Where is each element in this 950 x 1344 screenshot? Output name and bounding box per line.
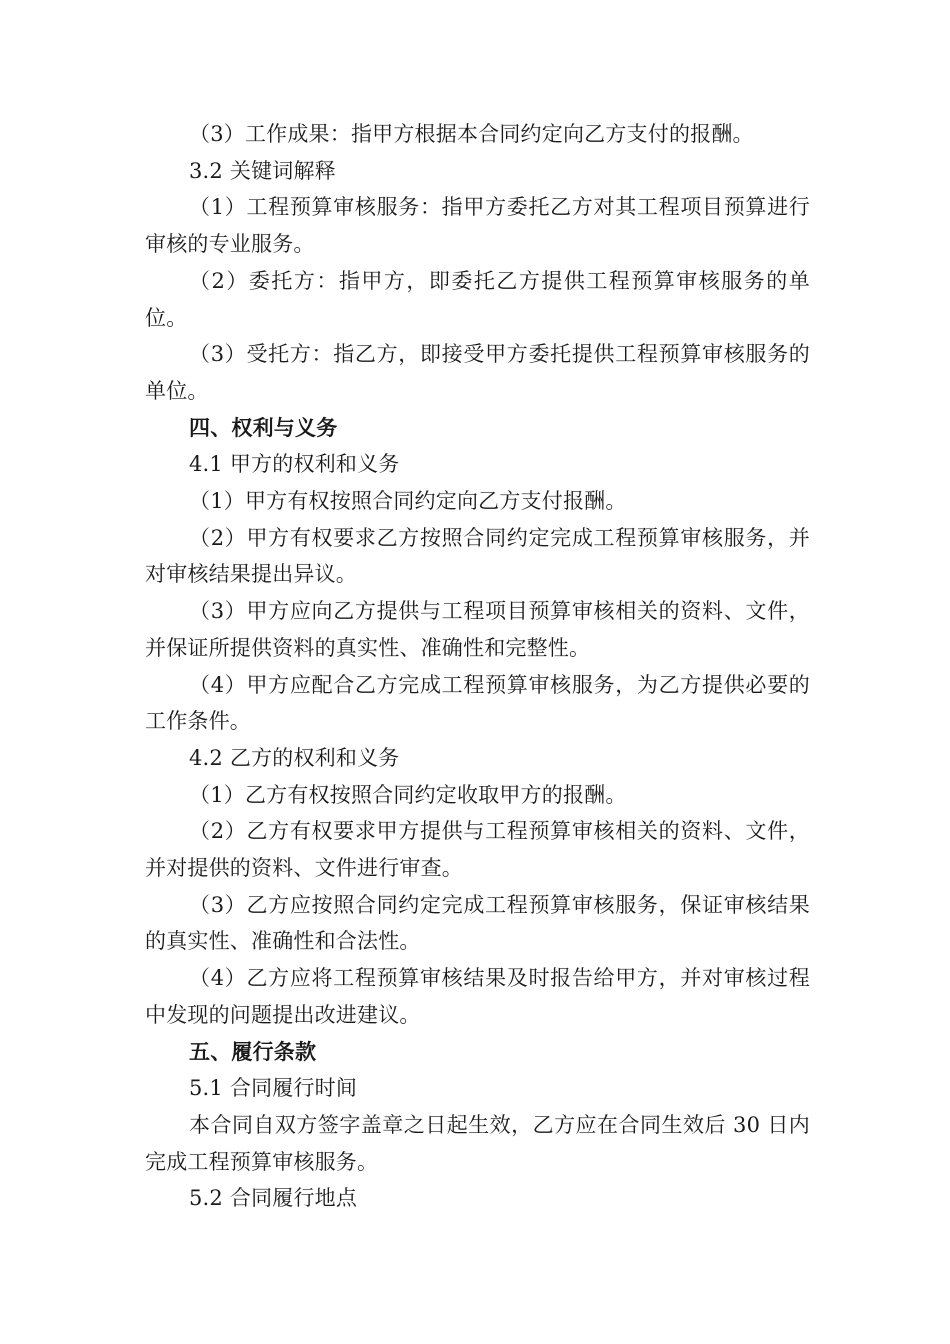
paragraph-work-result: （3）工作成果：指甲方根据本合同约定向乙方支付的报酬。 bbox=[189, 122, 754, 146]
subsection-4-1-title: 4.1 甲方的权利和义务 bbox=[189, 452, 400, 477]
paragraph-party-a-duty-3: （3）甲方应向乙方提供与工程项目预算审核相关的资料、文件，并保证所提供资料的真实性、准确性和完整性。 bbox=[145, 599, 810, 660]
paragraph-client-definition: （2）委托方：指甲方，即委托乙方提供工程预算审核服务的单位。 bbox=[145, 268, 810, 330]
section-4-heading: 四、权利与义务 bbox=[189, 414, 338, 440]
subsection-4-2-title: 4.2 乙方的权利和义务 bbox=[189, 745, 400, 770]
paragraph-contractor-definition: （3）受托方：指乙方，即接受甲方委托提供工程预算审核服务的单位。 bbox=[145, 342, 810, 403]
section-5-heading: 五、履行条款 bbox=[189, 1038, 317, 1064]
paragraph-budget-review-service: （1）工程预算审核服务：指甲方委托乙方对其工程项目预算进行审核的专业服务。 bbox=[145, 195, 810, 257]
paragraph-performance-time: 本合同自双方签字盖章之日起生效，乙方应在合同生效后 30 日内完成工程预算审核服务。 bbox=[145, 1112, 810, 1174]
document-body bbox=[145, 116, 810, 1217]
subsection-5-1-title: 5.1 合同履行时间 bbox=[189, 1076, 358, 1101]
subsection-3-2-title: 3.2 关键词解释 bbox=[189, 158, 336, 183]
paragraph-party-b-right-2: （2）乙方有权要求甲方提供与工程预算审核相关的资料、文件，并对提供的资料、文件进行审查。 bbox=[145, 819, 810, 881]
paragraph-party-a-right-2: （2）甲方有权要求乙方按照合同约定完成工程预算审核服务，并对审核结果提出异议。 bbox=[145, 525, 810, 587]
subsection-5-2-title: 5.2 合同履行地点 bbox=[189, 1186, 358, 1211]
paragraph-party-b-duty-3: （3）乙方应按照合同约定完成工程预算审核服务，保证审核结果的真实性、准确性和合法性。 bbox=[145, 892, 810, 954]
paragraph-party-b-duty-4: （4）乙方应将工程预算审核结果及时报告给甲方，并对审核过程中发现的问题提出改进建议。 bbox=[145, 966, 810, 1027]
paragraph-party-a-duty-4: （4）甲方应配合乙方完成工程预算审核服务，为乙方提供必要的工作条件。 bbox=[145, 672, 810, 734]
paragraph-party-b-right-1: （1）乙方有权按照合同约定收取甲方的报酬。 bbox=[189, 782, 627, 807]
paragraph-party-a-right-1: （1）甲方有权按照合同约定向乙方支付报酬。 bbox=[189, 489, 627, 514]
